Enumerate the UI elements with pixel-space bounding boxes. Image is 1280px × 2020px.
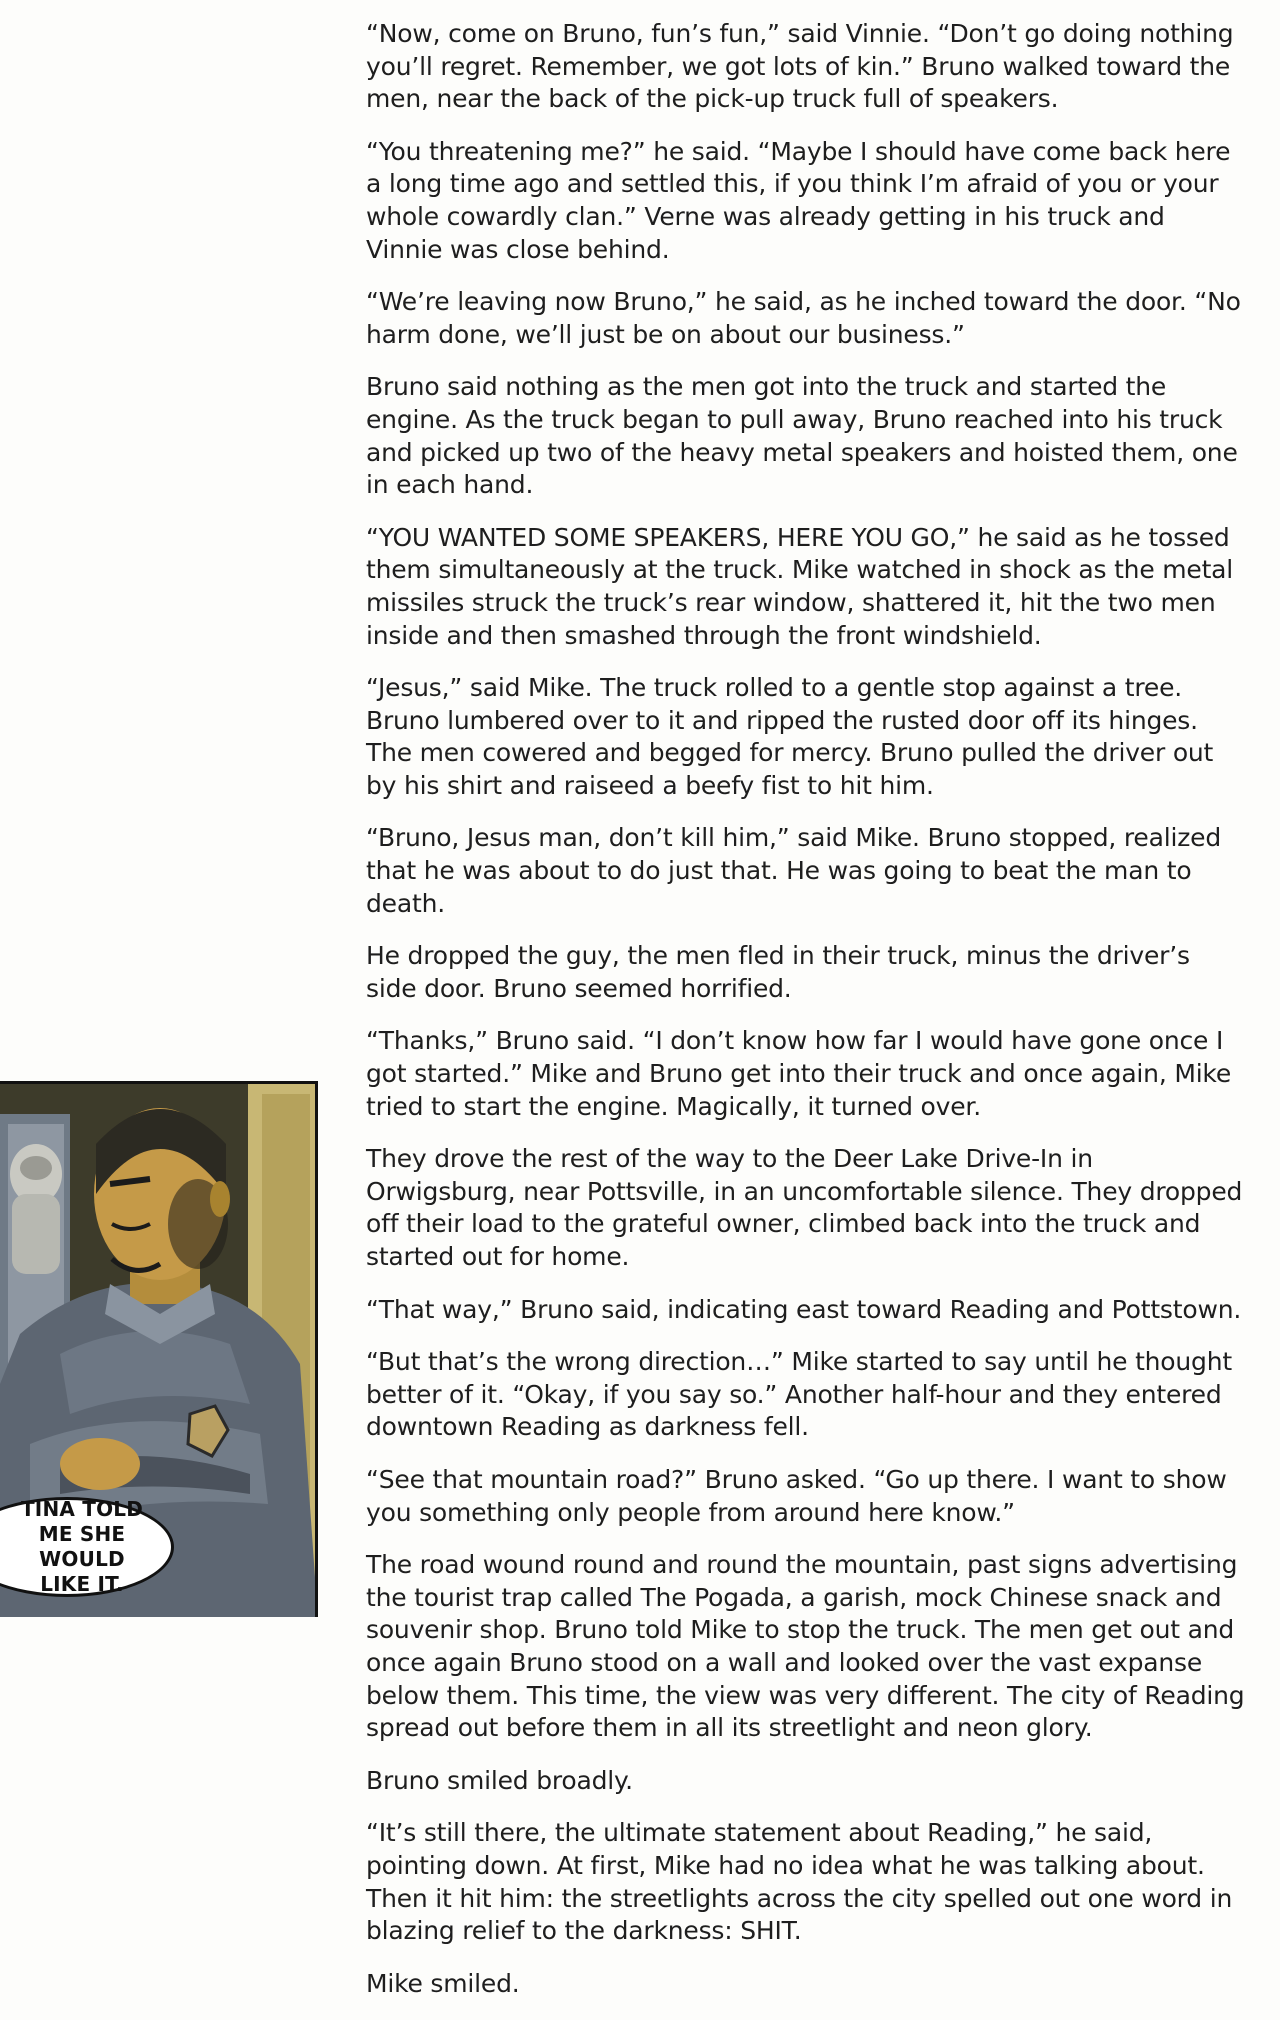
paragraph: “We’re leaving now Bruno,” he said, as he inched toward the door. “No harm done, we’ll just be on about our business.” — [366, 287, 1241, 349]
paragraph: He dropped the guy, the men fled in their truck, minus the driver’s side door. Bruno seemed horrified. — [366, 941, 1190, 1003]
paragraph: “Bruno, Jesus man, don’t kill him,” said Mike. Bruno stopped, realized that he was about to do just that. He was going to beat the man to death. — [366, 823, 1221, 918]
paragraph: Bruno said nothing as the men got into the truck and started the engine. As the truck began to pull away, Bruno reached into his truck and picked up two of the heavy metal speakers and hoisted them, one in each hand. — [366, 372, 1238, 500]
paragraph: “Jesus,” said Mike. The truck rolled to a gentle stop against a tree. Bruno lumbered over to it and ripped the rusted door off its hinges. The men cowered and begged for mercy. Bruno pulled the driver out by his shirt and raiseed a beefy fist to hit him. — [366, 673, 1214, 800]
paragraph: Mike smiled. — [366, 1968, 520, 1998]
paragraph: They drove the rest of the way to the Deer Lake Drive-In in Orwigsburg, near Pottsville, in an uncomfortable silence. They dropped off their load to the grateful owner, climbed back into the truck and started out for home. — [366, 1144, 1243, 1271]
paragraph: Bruno smiled broadly. — [366, 1765, 633, 1795]
speech-bubble-text: TINA TOLD ME SHE WOULD LIKE IT. — [20, 1497, 144, 1596]
paragraph: “You threatening me?” he said. “Maybe I should have come back here a long time ago and settled this, if you think I’m afraid of you or your whole cowardly clan.” Verne was already getting in his truck and Vinnie was close behind. — [366, 136, 1231, 264]
paragraph: The road wound round and round the mountain, past signs advertising the tourist trap called The Pogada, a garish, mock Chinese snack and souvenir shop. Bruno told Mike to stop the truck. The men get out and once again Bruno stood on a wall and looked over the vast expanse below them. This time, the view was very different. The city of Reading spread out before them in all its streetlight and neon glory. — [366, 1550, 1245, 1743]
paragraph: “That way,” Bruno said, indicating east toward Reading and Pottstown. — [366, 1294, 1242, 1324]
paragraph: “YOU WANTED SOME SPEAKERS, HERE YOU GO,” he said as he tossed them simultaneously at the truck. Mike watched in shock as the metal missiles struck the truck’s rear window, shattered it, hit the two men inside and then smashed through the front windshield. — [366, 522, 1234, 650]
text-column — [366, 18, 1246, 2020]
paragraph: “See that mountain road?” Bruno asked. “Go up there. I want to show you something only people from around here know.” — [366, 1464, 1227, 1527]
paragraph: “Thanks,” Bruno said. “I don’t know how far I would have gone once I got started.” Mike and Bruno get into their truck and once again, Mike tried to start the engine. Magically, it turned over. — [366, 1026, 1232, 1121]
paragraph: “It’s still there, the ultimate statement about Reading,” he said, pointing down. At first, Mike had no idea what he was talking about. Then it hit him: the streetlights across the city spelled out one word in blazing relief to the darkness: SHIT. — [366, 1818, 1233, 1946]
paragraph: “But that’s the wrong direction…” Mike started to say until he thought better of it. “Okay, if you say so.” Another half-hour and they entered downtown Reading as darkness fell. — [366, 1347, 1232, 1442]
paragraph: “Now, come on Bruno, fun’s fun,” said Vinnie. “Don’t go doing nothing you’ll regret. Remember, we got lots of kin.” Bruno walked toward the men, near the back of the pick-up truck full of speakers. — [366, 19, 1234, 114]
